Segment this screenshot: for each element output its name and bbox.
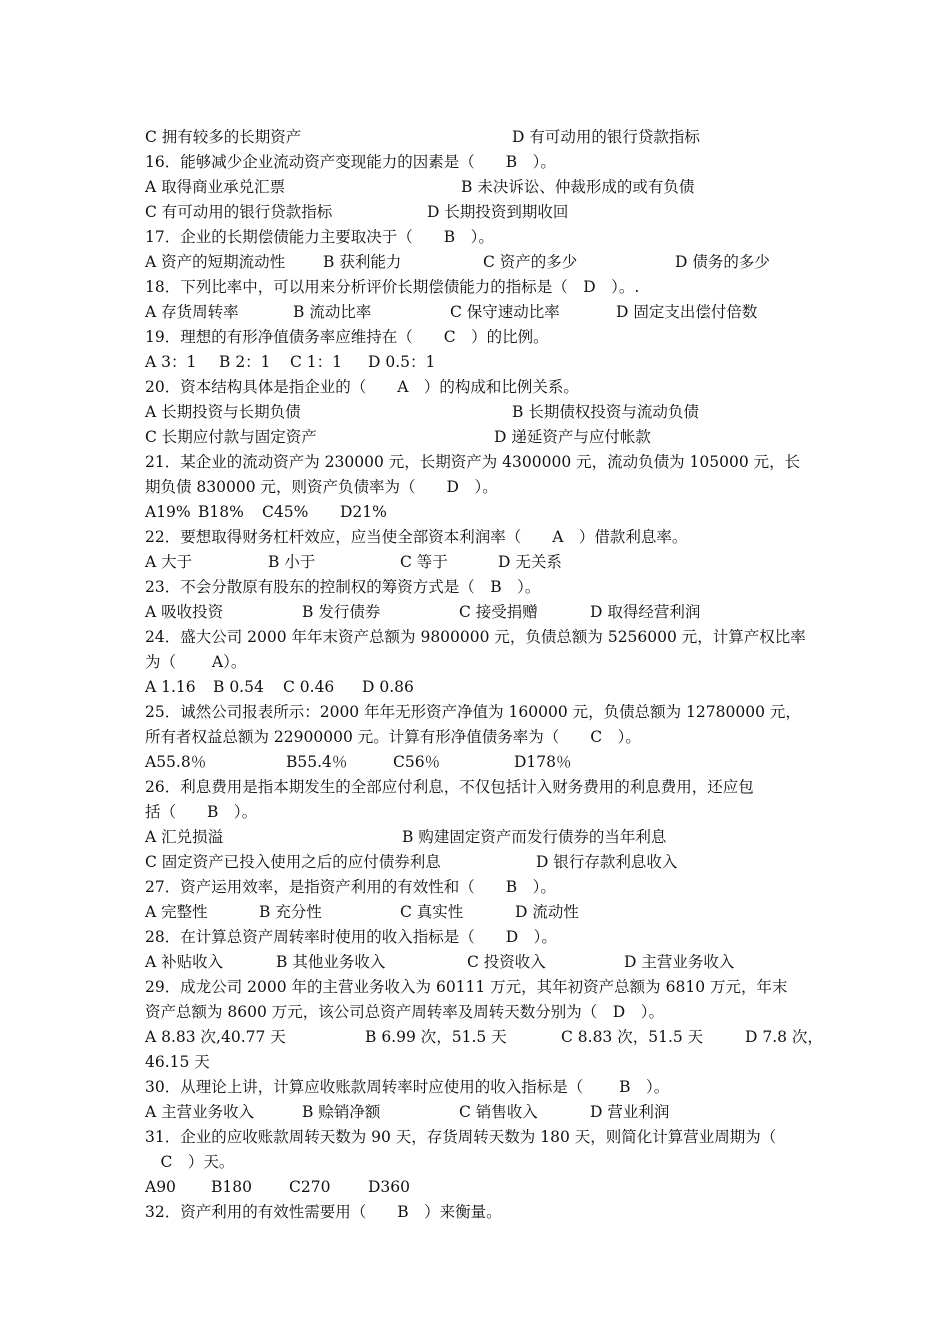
option-text: B 小于 — [268, 553, 316, 571]
text-line — [0, 300, 950, 324]
line-text: A 补贴收入 — [145, 953, 224, 971]
option-text: D 流动性 — [515, 903, 579, 921]
option-text: C 销售收入 — [459, 1103, 538, 1121]
line-text: A 8.83 次,40.77 天 — [145, 1028, 286, 1046]
line-text: 21．某企业的流动资产为 230000 元，长期资产为 4300000 元，流动负债为 105000 元，长 — [145, 453, 801, 471]
option-text: C56％ — [393, 753, 441, 771]
option-text: B180 — [211, 1178, 252, 1196]
line-text: 16．能够减少企业流动资产变现能力的因素是（ B ）。 — [145, 153, 556, 171]
line-text: C 长期应付款与固定资产 — [145, 428, 317, 446]
option-text: C 0.46 — [283, 678, 335, 696]
line-text: A19% — [145, 503, 191, 521]
line-text: A 长期投资与长期负债 — [145, 403, 301, 421]
text-line — [0, 675, 950, 699]
option-text: C 1：1 — [290, 353, 343, 371]
line-text: C ）天。 — [145, 1153, 235, 1171]
text-line — [0, 1025, 950, 1049]
text-line — [0, 225, 950, 249]
option-text: D360 — [368, 1178, 411, 1196]
option-text: C 资产的多少 — [483, 253, 578, 271]
text-line — [0, 1125, 950, 1149]
option-text: D178％ — [514, 753, 572, 771]
line-text: 资产总额为 8600 万元，该公司总资产周转率及周转天数分别为（ D ）。 — [145, 1003, 664, 1021]
text-line — [0, 875, 950, 899]
option-text: B 流动比率 — [293, 303, 372, 321]
line-text: A 存货周转率 — [145, 303, 239, 321]
line-text: A 完整性 — [145, 903, 208, 921]
line-text: 所有者权益总额为 22900000 元。计算有形净值债务率为（ C ）。 — [145, 728, 641, 746]
line-text: 22．要想取得财务杠杆效应，应当使全部资本利润率（ A ）借款利息率。 — [145, 528, 688, 546]
option-text: D 7.8 次， — [745, 1028, 823, 1046]
line-text: 19．理想的有形净值债务率应维持在（ C ）的比例。 — [145, 328, 549, 346]
option-text: B 长期债权投资与流动负债 — [512, 403, 699, 421]
line-text: A55.8％ — [145, 753, 207, 771]
option-text: B 购建固定资产而发行债券的当年利息 — [402, 828, 667, 846]
text-line — [0, 275, 950, 299]
option-text: D 0.86 — [362, 678, 414, 696]
text-line — [0, 1150, 950, 1174]
option-text: B 获利能力 — [323, 253, 402, 271]
option-text: B 其他业务收入 — [276, 953, 386, 971]
option-text: C 投资收入 — [467, 953, 546, 971]
text-line — [0, 650, 950, 674]
option-text: D 营业利润 — [590, 1103, 670, 1121]
option-text: D 主营业务收入 — [624, 953, 735, 971]
text-line — [0, 775, 950, 799]
text-line — [0, 1050, 950, 1074]
text-line — [0, 1100, 950, 1124]
line-text: 为（ A）。 — [145, 653, 247, 671]
option-text: D 有可动用的银行贷款指标 — [512, 128, 700, 146]
option-text: B 0.54 — [213, 678, 264, 696]
text-line — [0, 800, 950, 824]
text-line — [0, 1075, 950, 1099]
text-line — [0, 725, 950, 749]
option-text: C 真实性 — [400, 903, 464, 921]
line-text: 24．盛大公司 2000 年年末资产总额为 9800000 元，负债总额为 5256000 元，计算产权比率 — [145, 628, 806, 646]
option-text: D 银行存款利息收入 — [536, 853, 678, 871]
line-text: 32．资产利用的有效性需要用（ B ）来衡量。 — [145, 1203, 502, 1221]
line-text: 期负债 830000 元，则资产负债率为（ D ）。 — [145, 478, 498, 496]
text-line — [0, 600, 950, 624]
line-text: A 1.16 — [145, 678, 196, 696]
text-line — [0, 550, 950, 574]
option-text: D 长期投资到期收回 — [427, 203, 569, 221]
text-line — [0, 425, 950, 449]
line-text: A90 — [145, 1178, 176, 1196]
option-text: C 等于 — [400, 553, 448, 571]
option-text: C 8.83 次，51.5 天 — [561, 1028, 704, 1046]
text-line — [0, 700, 950, 724]
text-line — [0, 325, 950, 349]
line-text: A 大于 — [145, 553, 193, 571]
line-text: C 拥有较多的长期资产 — [145, 128, 302, 146]
text-line — [0, 375, 950, 399]
option-text: B18% — [198, 503, 244, 521]
line-text: A 吸收投资 — [145, 603, 224, 621]
line-text: 26．利息费用是指本期发生的全部应付利息，不仅包括计入财务费用的利息费用，还应包 — [145, 778, 754, 796]
text-line — [0, 175, 950, 199]
text-line — [0, 350, 950, 374]
text-line — [0, 1000, 950, 1024]
text-line — [0, 750, 950, 774]
option-text: D 固定支出偿付倍数 — [616, 303, 758, 321]
option-text: B 发行债券 — [302, 603, 381, 621]
line-text: 30．从理论上讲，计算应收账款周转率时应使用的收入指标是（ B ）。 — [145, 1078, 670, 1096]
text-line — [0, 1200, 950, 1224]
line-text: A 资产的短期流动性 — [145, 253, 286, 271]
option-text: D 取得经营利润 — [590, 603, 701, 621]
line-text: 18．下列比率中，可以用来分析评价长期偿债能力的指标是（ D ）。. — [145, 278, 640, 296]
text-line — [0, 575, 950, 599]
option-text: D 递延资产与应付帐款 — [494, 428, 651, 446]
text-line — [0, 400, 950, 424]
text-line — [0, 475, 950, 499]
option-text: B 未决诉讼、仲裁形成的或有负债 — [461, 178, 695, 196]
text-line — [0, 150, 950, 174]
option-text: C270 — [289, 1178, 331, 1196]
line-text: 20．资本结构具体是指企业的（ A ）的构成和比例关系。 — [145, 378, 579, 396]
text-line — [0, 200, 950, 224]
text-line — [0, 925, 950, 949]
text-line — [0, 1175, 950, 1199]
line-text: 17．企业的长期偿债能力主要取决于（ B ）。 — [145, 228, 494, 246]
line-text: A 取得商业承兑汇票 — [145, 178, 286, 196]
option-text: B 充分性 — [259, 903, 322, 921]
option-text: D 无关系 — [498, 553, 562, 571]
text-line — [0, 825, 950, 849]
line-text: C 固定资产已投入使用之后的应付债券利息 — [145, 853, 441, 871]
text-line — [0, 500, 950, 524]
option-text: D21% — [340, 503, 387, 521]
text-line — [0, 950, 950, 974]
text-line — [0, 450, 950, 474]
text-line — [0, 900, 950, 924]
text-line — [0, 125, 950, 149]
line-text: C 有可动用的银行贷款指标 — [145, 203, 333, 221]
option-text: B 2：1 — [219, 353, 271, 371]
line-text: 23．不会分散原有股东的控制权的筹资方式是（ B ）。 — [145, 578, 541, 596]
option-text: C 保守速动比率 — [450, 303, 560, 321]
line-text: 27．资产运用效率，是指资产利用的有效性和（ B ）。 — [145, 878, 556, 896]
line-text: 29．成龙公司 2000 年的主营业务收入为 60111 万元，其年初资产总额为 6810 万元，年末 — [145, 978, 788, 996]
line-text: 括（ B ）。 — [145, 803, 258, 821]
line-text: A 汇兑损溢 — [145, 828, 224, 846]
line-text: A 3：1 — [145, 353, 197, 371]
text-line — [0, 850, 950, 874]
line-text: 31．企业的应收账款周转天数为 90 天，存货周转天数为 180 天，则简化计算营业周期为（ — [145, 1128, 777, 1146]
text-line — [0, 525, 950, 549]
option-text: B55.4％ — [286, 753, 348, 771]
option-text: B 6.99 次，51.5 天 — [365, 1028, 507, 1046]
option-text: D 债务的多少 — [675, 253, 770, 271]
text-line — [0, 250, 950, 274]
line-text: 28．在计算总资产周转率时使用的收入指标是（ D ）。 — [145, 928, 557, 946]
option-text: C 接受捐赠 — [459, 603, 538, 621]
option-text: D 0.5：1 — [368, 353, 436, 371]
option-text: C45% — [262, 503, 309, 521]
line-text: A 主营业务收入 — [145, 1103, 255, 1121]
text-line — [0, 625, 950, 649]
text-line — [0, 975, 950, 999]
option-text: B 赊销净额 — [302, 1103, 381, 1121]
line-text: 46.15 天 — [145, 1053, 210, 1071]
line-text: 25．诚然公司报表所示：2000 年年无形资产净值为 160000 元，负债总额为 12780000 元， — [145, 703, 801, 721]
